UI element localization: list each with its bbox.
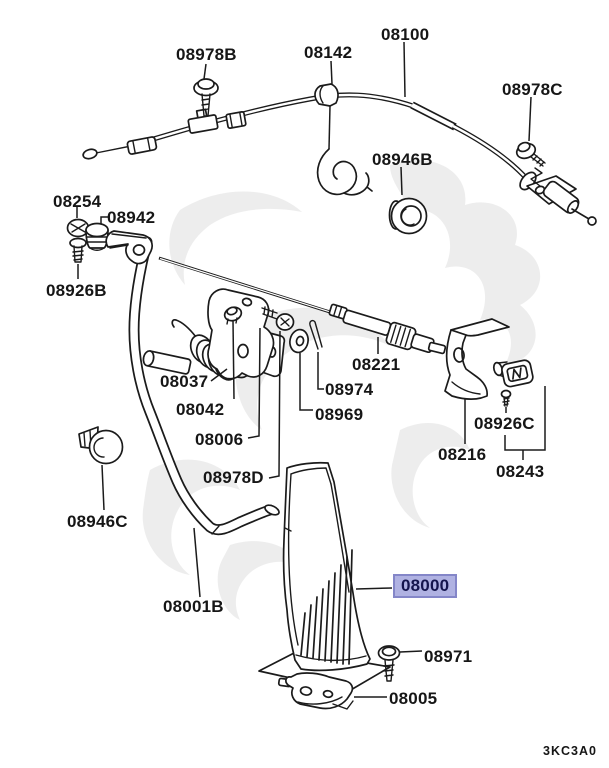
part-label-08974[interactable]: 08974	[325, 380, 374, 399]
part-label-08005[interactable]: 08005	[389, 689, 438, 708]
part-label-08978B[interactable]: 08978B	[176, 45, 237, 64]
part-label-08037[interactable]: 08037	[160, 372, 209, 391]
part-label-08001B[interactable]: 08001B	[163, 597, 224, 616]
part-label-08946B[interactable]: 08946B	[372, 150, 433, 169]
part-label-08254[interactable]: 08254	[53, 192, 102, 211]
part-label-08942[interactable]: 08942	[107, 208, 156, 227]
part-label-08006[interactable]: 08006	[195, 430, 244, 449]
part-label-08000[interactable]: 08000	[393, 574, 457, 598]
part-label-08042[interactable]: 08042	[176, 400, 225, 419]
part-label-08221[interactable]: 08221	[352, 355, 401, 374]
part-label-08978C[interactable]: 08978C	[502, 80, 563, 99]
part-label-08243[interactable]: 08243	[496, 462, 545, 481]
part-label-08142[interactable]: 08142	[304, 43, 353, 62]
part-label-08100[interactable]: 08100	[381, 25, 430, 44]
part-label-08926C[interactable]: 08926C	[474, 414, 535, 433]
drawing-code: 3KC3A0	[543, 744, 597, 758]
part-label-08946C[interactable]: 08946C	[67, 512, 128, 531]
part-label-08926B[interactable]: 08926B	[46, 281, 107, 300]
part-label-08978D[interactable]: 08978D	[203, 468, 264, 487]
part-label-08971[interactable]: 08971	[424, 647, 473, 666]
part-label-08969[interactable]: 08969	[315, 405, 364, 424]
part-label-08216[interactable]: 08216	[438, 445, 487, 464]
